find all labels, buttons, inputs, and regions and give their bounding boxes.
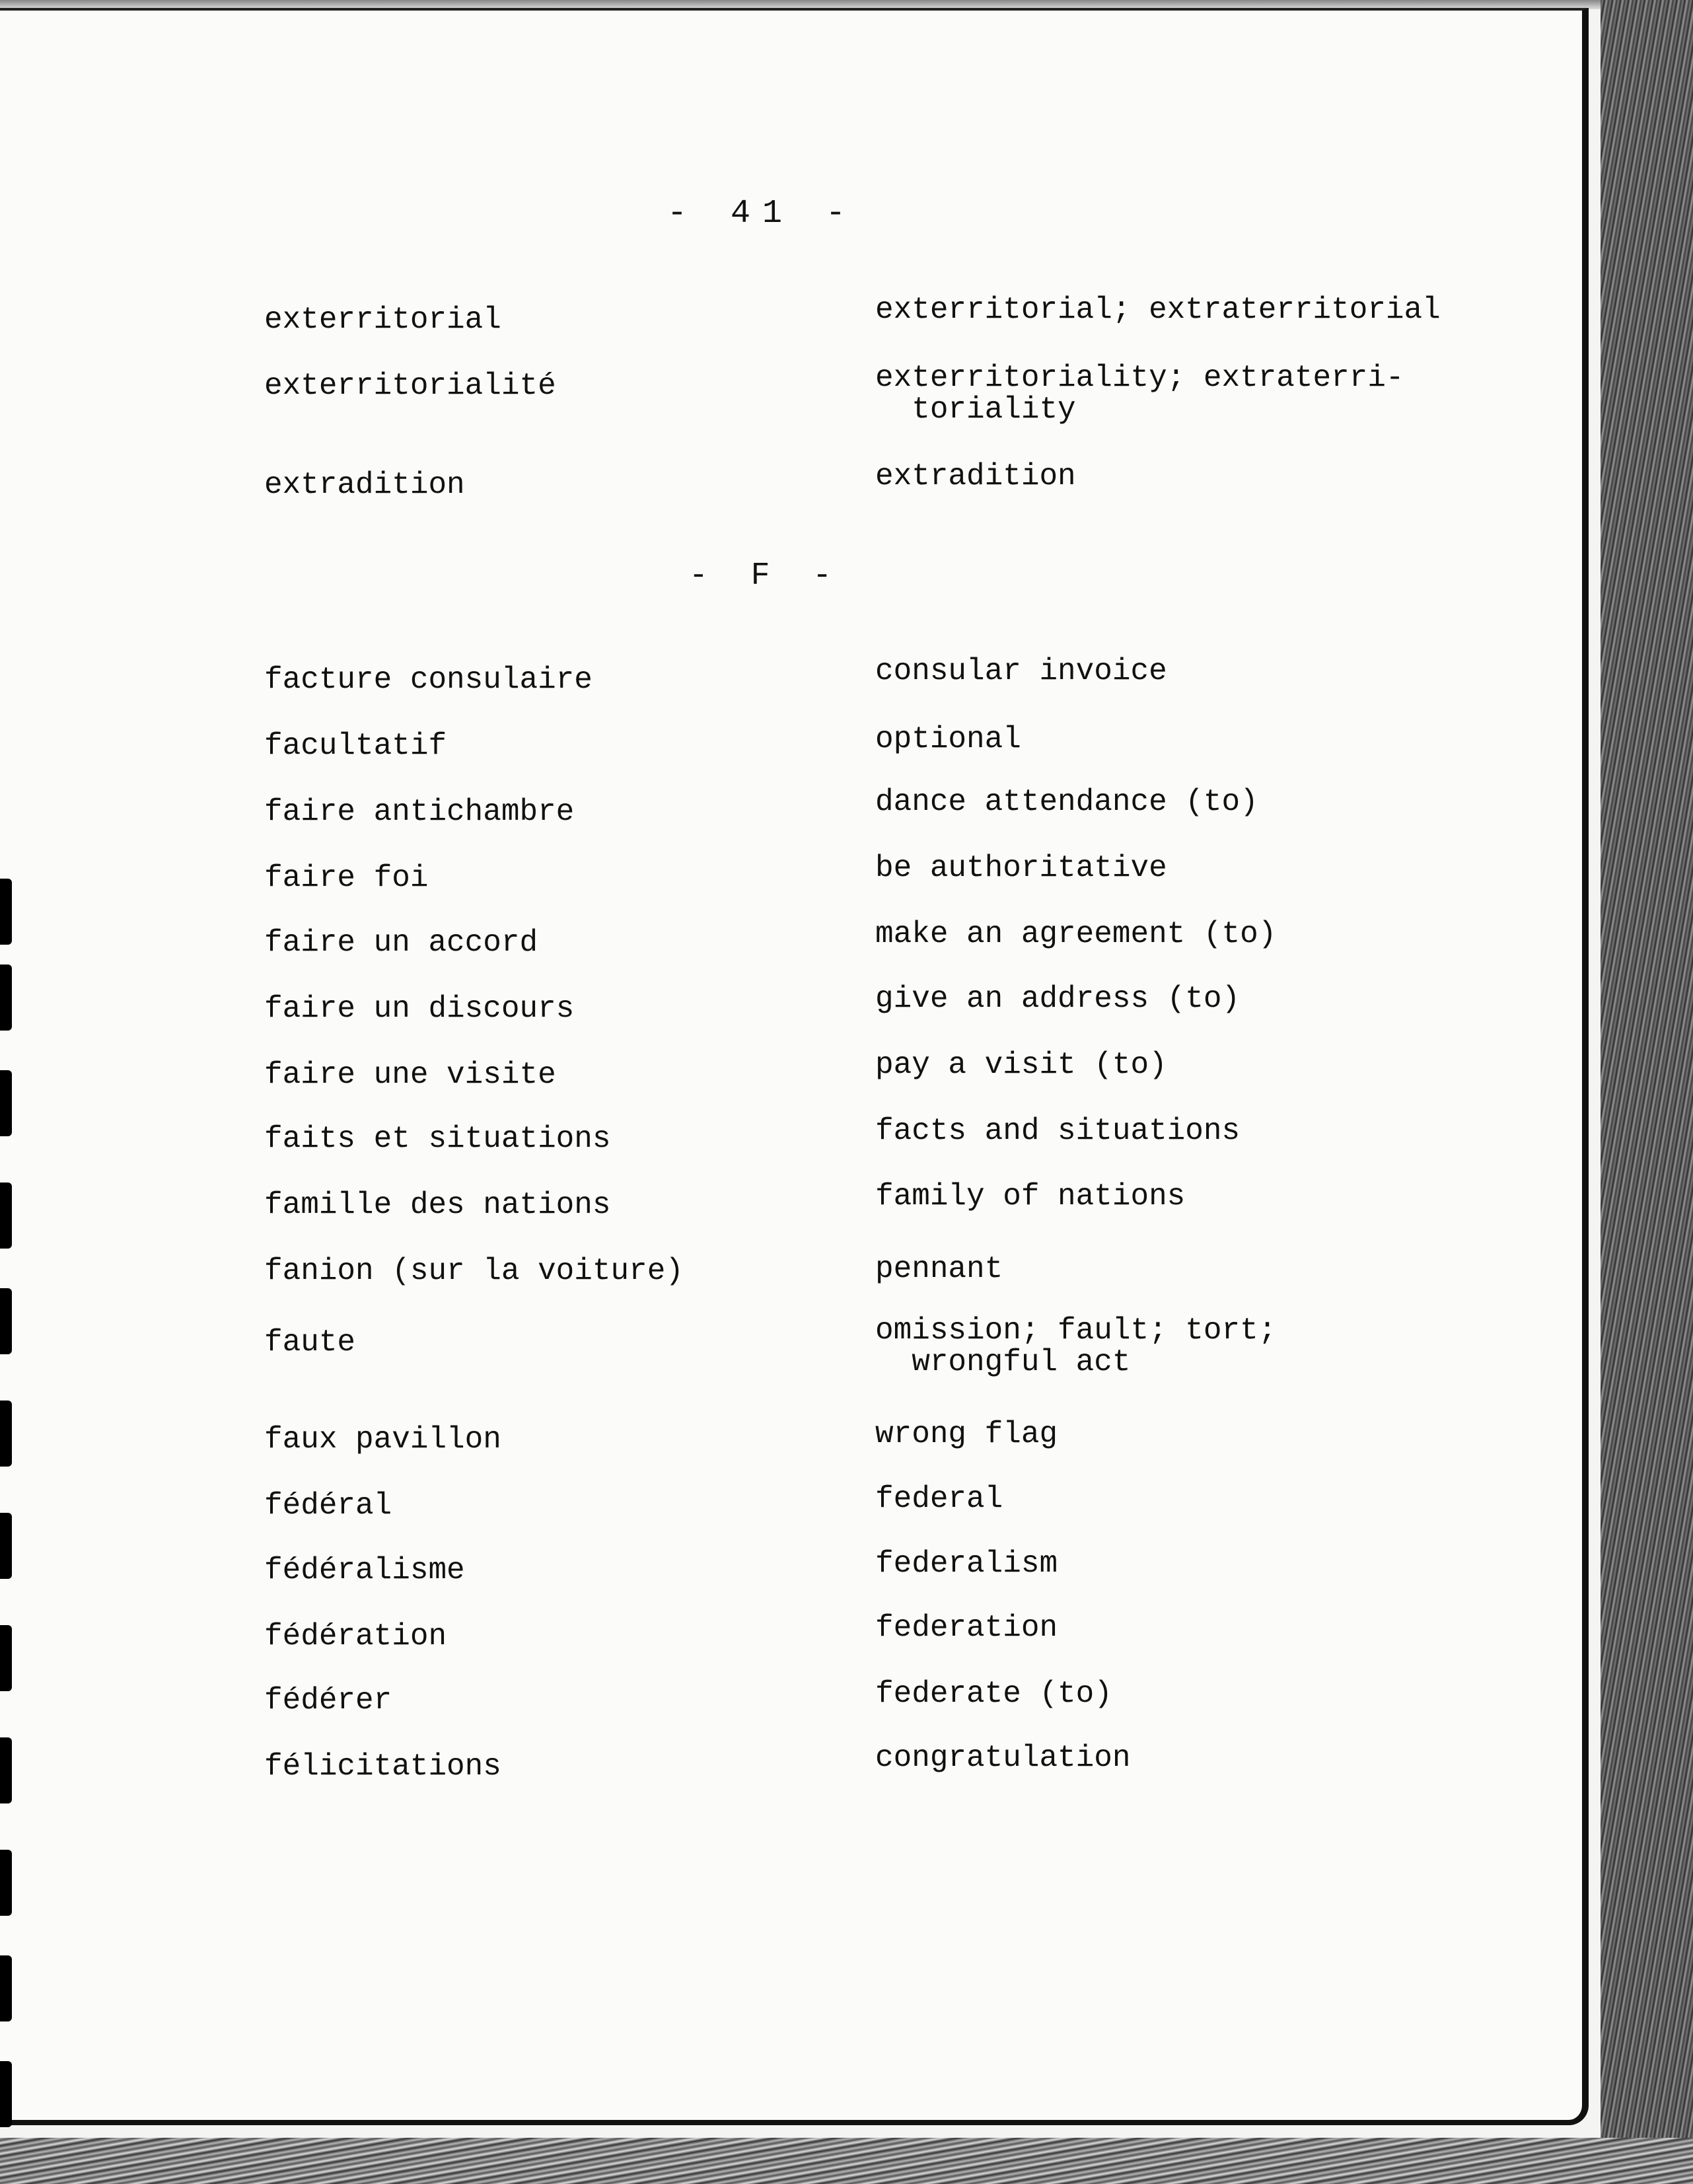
binder-ring	[0, 1737, 12, 1803]
entry-term: fédéralisme	[264, 1553, 465, 1587]
binder-ring	[0, 1183, 12, 1249]
entry-term: faire foi	[264, 861, 429, 895]
entry-translation: omission; fault; tort; wrongful act	[875, 1313, 1277, 1379]
entry-translation: pennant	[875, 1252, 1003, 1286]
entry-term: famille des nations	[264, 1188, 611, 1222]
entry-translation: consular invoice	[875, 654, 1167, 688]
entry-term: faire un accord	[264, 926, 538, 960]
binder-ring	[0, 2061, 12, 2127]
binder-ring	[0, 965, 12, 1031]
scan-binder-edge	[1601, 0, 1693, 2184]
entry-translation: federate (to)	[875, 1677, 1112, 1711]
entry-term: fédération	[264, 1619, 447, 1654]
entry-term: fédérer	[264, 1683, 392, 1718]
entry-term: félicitations	[264, 1749, 501, 1784]
entry-term: faire un discours	[264, 992, 575, 1026]
entry-term: faire une visite	[264, 1058, 556, 1092]
entry-term: faux pavillon	[264, 1422, 501, 1457]
entry-term: exterritorial	[264, 303, 501, 337]
entry-term: fédéral	[264, 1488, 392, 1523]
entry-term: faire antichambre	[264, 795, 575, 829]
entry-translation: federal	[875, 1482, 1003, 1516]
entry-translation: congratulation	[875, 1741, 1131, 1775]
entry-translation: wrong flag	[875, 1417, 1058, 1451]
entry-term: faute	[264, 1325, 356, 1360]
entry-term: exterritorialité	[264, 369, 556, 403]
entry-term: facture consulaire	[264, 663, 593, 697]
entry-translation: exterritoriality; extraterri- toriality	[875, 361, 1404, 427]
entry-translation: federation	[875, 1611, 1058, 1645]
binder-ring	[0, 1513, 12, 1579]
entry-term: faits et situations	[264, 1122, 611, 1156]
entry-term: fanion (sur la voiture)	[264, 1254, 684, 1288]
entry-translation: family of nations	[875, 1179, 1186, 1214]
entry-term: facultatif	[264, 729, 447, 763]
binder-ring	[0, 1401, 12, 1467]
entry-translation: dance attendance (to)	[875, 785, 1258, 819]
binder-ring	[0, 879, 12, 945]
entry-translation: be authoritative	[875, 851, 1167, 885]
entry-translation: facts and situations	[875, 1114, 1241, 1148]
entry-translation: give an address (to)	[875, 982, 1241, 1016]
entry-translation: exterritorial; extraterritorial	[875, 293, 1441, 327]
binder-ring	[0, 1850, 12, 1916]
entry-translation: pay a visit (to)	[875, 1048, 1167, 1082]
binder-ring	[0, 1955, 12, 2021]
section-letter-heading: - F -	[688, 558, 844, 594]
entry-translation: extradition	[875, 459, 1076, 493]
binder-ring	[0, 1288, 12, 1354]
binder-ring	[0, 1625, 12, 1691]
entry-translation: optional	[875, 722, 1021, 756]
entry-term: extradition	[264, 468, 465, 502]
binder-ring	[0, 1070, 12, 1136]
page-number: - 41 -	[667, 195, 858, 233]
entry-translation: make an agreement (to)	[875, 917, 1277, 951]
scan-bottom-edge	[0, 2138, 1693, 2184]
entry-translation: federalism	[875, 1547, 1058, 1581]
